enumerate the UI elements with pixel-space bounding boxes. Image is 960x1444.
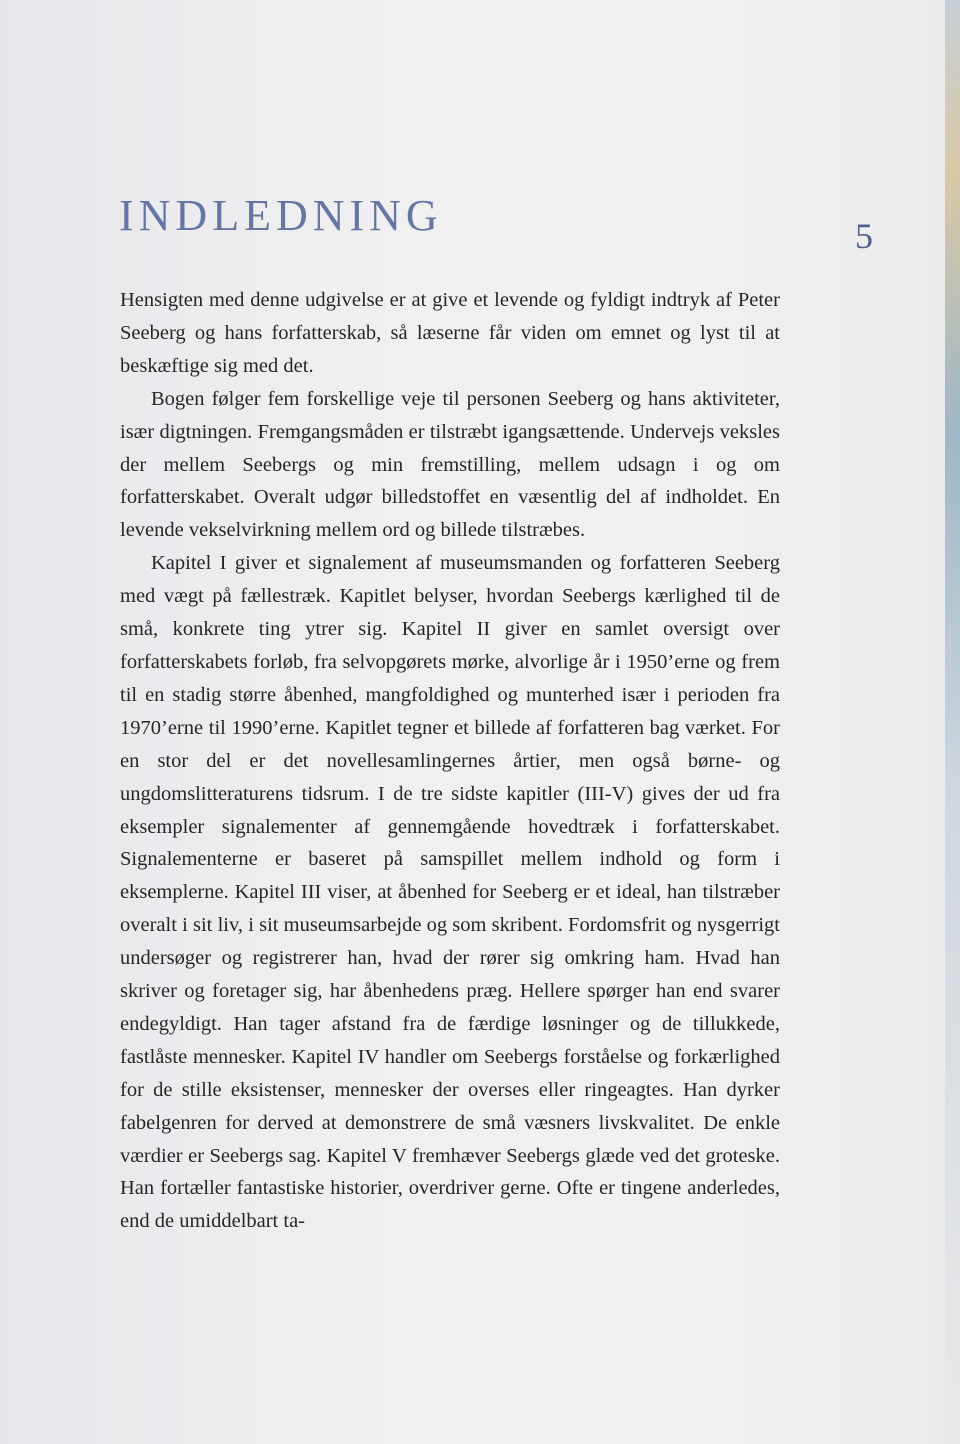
paragraph-3: Kapitel I giver et signalement af museumsmanden og forfatteren Seeberg med vægt på fællestræk. Kapitlet belyser, hvordan Seebergs kærlighed til de små, konkrete ting ytrer sig. Kapitel II giver en samlet oversigt over forfatterskabets forløb, fra selvopgørets mørke, alvorlige år i 1950’erne og frem til en stadig større åbenhed, mangfoldighed og munterhed især i perioden fra 1970’erne til 1990’erne. Kapitlet tegner et billede af forfatteren bag værket. For en stor del er det novellesamlingernes årtier, men også børne- og ungdomslitteraturens tidsrum. I de tre sidste kapitler (III-V) gives der ud fra eksempler signalementer af gennemgående hovedtræk i forfatterskabet. Signalementerne er baseret på samspillet mellem indhold og form i eksemplerne. Kapitel III viser, at åbenhed for Seeberg er et ideal, han tilstræber overalt i sit liv, i sit museumsarbejde og som skribent. Fordomsfrit og nysgerrigt undersøger og registrerer han, hvad der rører sig omkring ham. Hvad han skriver og foretager sig, har åbenhedens præg. Hellere spørger han end svarer endegyldigt. Han tager afstand fra de færdige løsninger og de tillukkede, fastlåste mennesker. Kapitel IV handler om Seebergs forståelse og forkærlighed for de stille eksistenser, mennesker der overses eller ringeagtes. Han dyrker fabelgenren for derved at demonstrere de små væsners livskvalitet. De enkle værdier er Seebergs sag. Kapitel V fremhæver Seebergs glæde ved det groteske. Han fortæller fantastiske historier, overdriver gerne. Ofte er tingene anderledes, end de umiddelbart ta-: [120, 552, 780, 1233]
chapter-title: INDLEDNING: [119, 191, 443, 240]
body-text: [120, 284, 780, 1238]
adjacent-page-edge: [945, 0, 960, 1444]
paragraph-1: Hensigten med denne udgivelse er at give et levende og fyldigt indtryk af Peter Seeberg og hans forfatterskab, så læserne får viden om emnet og lyst til at beskæftige sig med det.: [120, 289, 780, 377]
paragraph-2: Bogen følger fem forskellige veje til personen Seeberg og hans aktiviteter, især digtningen. Fremgangsmåden er tilstræbt igangsættende. Undervejs veksles der mellem Seebergs og min fremstilling, mellem udsagn i og om forfatterskabet. Overalt udgør billedstoffet en væsentlig del af indholdet. En levende vekselvirkning mellem ord og billede tilstræbes.: [120, 387, 780, 542]
page-number: 5: [855, 216, 873, 256]
